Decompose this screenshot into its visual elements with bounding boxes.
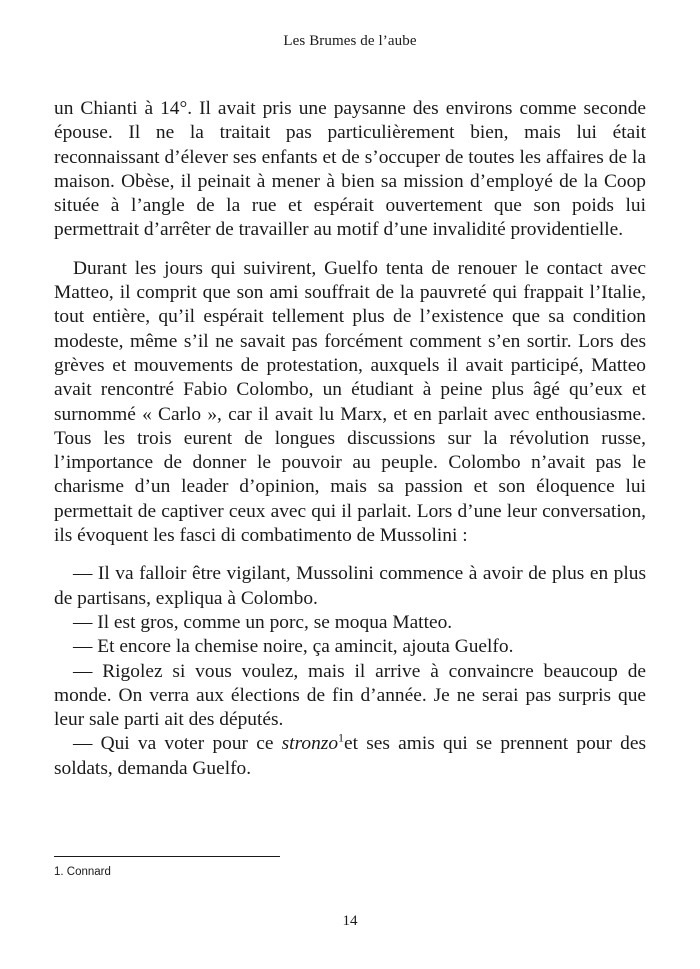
footnote-reference: 1 [338, 730, 345, 745]
dialogue-text: — Qui va voter pour ce [73, 733, 282, 755]
running-title: Les Brumes de l’aube [283, 33, 417, 49]
page-number: 14 [342, 913, 358, 929]
dialogue-line: — Il va falloir être vigilant, Mussolini commence à avoir de plus en plus de partisans, expliqua à Colombo. [54, 563, 646, 609]
dialogue-line: — Rigolez si vous voulez, mais il arrive à convaincre beaucoup de monde. On verra aux élections de fin d’année. Je ne serai pas surpris que leur sale parti ait des députés. [54, 660, 646, 731]
footnote: 1. Connard [54, 866, 111, 878]
dialogue-line: — Il est gros, comme un porc, se moqua Matteo. [73, 611, 453, 633]
paragraph-continuation: un Chianti à 14°. Il avait pris une paysanne des environs comme seconde épouse. Il ne la traitait pas particulièrement bien, mais lui était reconnaissant d’élever ses enfants et de s’occuper de toutes les affaires de la maison. Obèse, il peinait à mener à bien sa mission d’employé de la Coop située à l’angle de la rue et espérait ouvertement que son poids lui permettrait d’arrêter de travailler au motif d’une invalidité providentielle. [54, 98, 646, 241]
italic-word: stronzo [281, 733, 339, 755]
dialogue-text: et ses amis qui se prennent pour des soldats, demanda Guelfo. [54, 733, 646, 779]
body-text [54, 97, 646, 781]
footnote-separator [54, 856, 280, 857]
paragraph: Durant les jours qui suivirent, Guelfo tenta de renouer le contact avec Matteo, il comprit que son ami souffrait de la pauvreté qui frappait l’Italie, tout entière, qu’il espérait tellement plus de l’existence que sa condition modeste, même s’il ne savait pas forcément comment s’en sortir. Lors des grèves et mouvements de protestation, auxquels il avait participé, Matteo avait rencontré Fabio Colombo, un étudiant à peine plus âgé qu’eux et surnommé « Carlo », car il avait lu Marx, et en parlait avec enthousiasme. Tous les trois eurent de longues discussions sur la révolution russe, l’importance de donner le pouvoir au peuple. Colombo n’avait pas le charisme d’un leader d’opinion, mais sa passion et son éloquence lui permettait de captiver ceux avec qui il parlait. Lors d’une leur conversation, ils évoquent les fasci di combatimento de Mussolini : [54, 257, 646, 547]
dialogue-line: — Et encore la chemise noire, ça amincit, ajouta Guelfo. [73, 636, 514, 658]
dialogue-line [54, 732, 646, 781]
